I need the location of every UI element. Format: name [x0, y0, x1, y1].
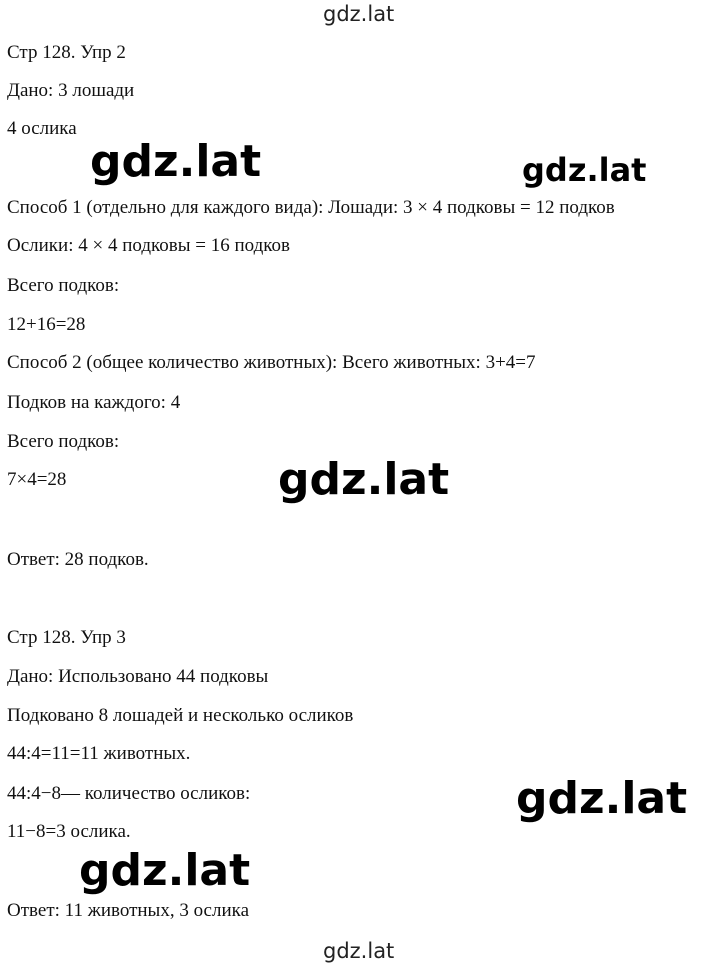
given-line: Дано: Использовано 44 подковы [7, 666, 269, 687]
watermark-header: gdz.lat [323, 2, 395, 26]
watermark: gdz.lat [79, 845, 251, 896]
answer-line: Ответ: 28 подков. [7, 549, 149, 570]
calc-line: 11−8=3 ослика. [7, 821, 131, 842]
given-line: Подковано 8 лошадей и несколько осликов [7, 705, 354, 726]
calc-line: Подков на каждого: 4 [7, 392, 181, 413]
watermark: gdz.lat [516, 773, 688, 824]
exercise-title: Стр 128. Упр 3 [7, 627, 126, 648]
calc-line: 44:4−8— количество осликов: [7, 783, 251, 804]
watermark-footer: gdz.lat [323, 939, 395, 963]
answer-line: Ответ: 11 животных, 3 ослика [7, 900, 249, 921]
method-line: Способ 1 (отдельно для каждого вида): Лошади: 3 × 4 подковы = 12 подков [7, 197, 615, 218]
calc-line: 12+16=28 [7, 314, 86, 335]
watermark: gdz.lat [522, 151, 647, 189]
given-line: Дано: 3 лошади [7, 80, 135, 101]
calc-line: 7×4=28 [7, 469, 67, 490]
calc-line: Ослики: 4 × 4 подковы = 16 подков [7, 235, 290, 256]
method-line: Способ 2 (общее количество животных): Всего животных: 3+4=7 [7, 352, 536, 373]
watermark: gdz.lat [278, 454, 450, 505]
watermark: gdz.lat [90, 136, 262, 187]
exercise-title: Стр 128. Упр 2 [7, 42, 126, 63]
calc-line: 44:4=11=11 животных. [7, 743, 191, 764]
given-line: 4 ослика [7, 118, 77, 139]
total-label: Всего подков: [7, 431, 120, 452]
total-label: Всего подков: [7, 275, 120, 296]
